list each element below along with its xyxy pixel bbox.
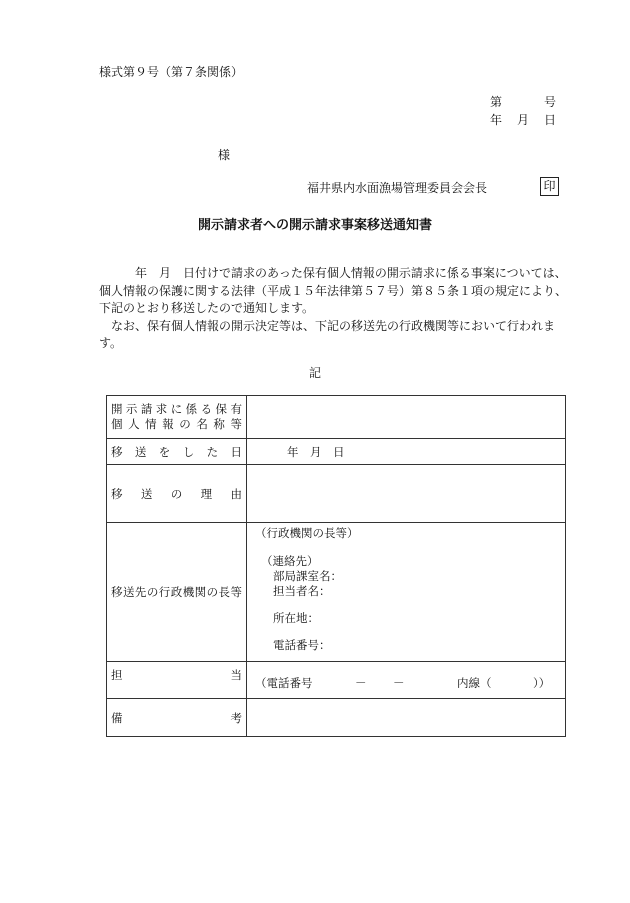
- row-label-transfer-date: [107, 439, 247, 465]
- date-month: 月: [516, 113, 529, 127]
- label-split: [111, 710, 242, 726]
- value-transfer-date[interactable]: [247, 439, 566, 465]
- value-reason[interactable]: [247, 465, 566, 523]
- table-row: [107, 523, 566, 662]
- dest-contact: （連絡先）: [261, 554, 319, 568]
- phone-dash-1: －: [355, 676, 367, 690]
- label-line: 個人情報の名称等: [111, 417, 242, 431]
- row-label-info-name: [107, 396, 247, 439]
- row-label-destination: [107, 523, 247, 662]
- body-paragraph-2: なお、保有個人情報の開示決定等は、下記の移送先の行政機関等において行われます。: [99, 318, 556, 350]
- label-left: 備: [111, 710, 123, 725]
- sender-name: 福井県内水面漁場管理委員会会長: [307, 181, 488, 195]
- row-label-reason: [107, 465, 247, 523]
- addressee-suffix: 様: [218, 148, 231, 162]
- seal-box: 印: [540, 177, 559, 196]
- date-day: 日: [543, 113, 556, 127]
- document-title: 開示請求者への開示請求事案移送通知書: [197, 218, 432, 233]
- label-right: 考: [230, 710, 242, 725]
- label-left: 担: [111, 668, 123, 682]
- dest-head: （行政機関の長等）: [255, 526, 359, 540]
- label-text: 移送の理由: [111, 486, 242, 501]
- extension-close: ））: [533, 676, 551, 690]
- extension-label: 内線（: [457, 676, 492, 690]
- body-text: [99, 265, 569, 353]
- document-date: [490, 111, 556, 128]
- doc-no-prefix: 第: [490, 95, 503, 109]
- transfer-details-table: [106, 395, 566, 737]
- contact-phone-label: （電話番号: [255, 676, 313, 690]
- dest-phone: 電話番号：: [273, 638, 331, 652]
- dest-dept: 部局課室名：: [273, 569, 342, 583]
- table-row: [107, 439, 566, 465]
- value-remarks[interactable]: [247, 699, 566, 737]
- value-destination[interactable]: [247, 523, 566, 662]
- transfer-date-text: 年 月 日: [287, 444, 345, 459]
- value-info-name[interactable]: [247, 396, 566, 439]
- value-person-in-charge[interactable]: [247, 662, 566, 699]
- row-label-person-in-charge: [107, 662, 247, 699]
- label-text: 移送をした日: [111, 444, 242, 459]
- dest-address: 所在地：: [273, 611, 319, 625]
- date-year: 年: [490, 113, 503, 127]
- table-row: [107, 699, 566, 737]
- label-line: 開示請求に係る保有: [111, 402, 242, 416]
- dest-person: 担当者名：: [273, 584, 331, 598]
- document-number: [490, 93, 556, 110]
- label-text: 移送先の行政機関の長等: [111, 585, 242, 599]
- doc-no-suffix: 号: [543, 95, 556, 109]
- table-row: [107, 396, 566, 439]
- table-row: [107, 465, 566, 523]
- body-paragraph-1: 年 月 日付けで請求のあった保有個人情報の開示請求に係る事案については、個人情報の保護に関する法律（平成１５年法律第５７号）第８５条１項の規定により、下記のとおり移送したので通知します。: [99, 266, 568, 315]
- label-right: 当: [230, 668, 242, 682]
- label-split: [111, 667, 242, 683]
- form-number: 様式第９号（第７条関係）: [99, 65, 244, 79]
- phone-dash-2: －: [393, 676, 405, 690]
- ki-heading: 記: [308, 366, 321, 380]
- row-label-remarks: [107, 699, 247, 737]
- table-row: [107, 662, 566, 699]
